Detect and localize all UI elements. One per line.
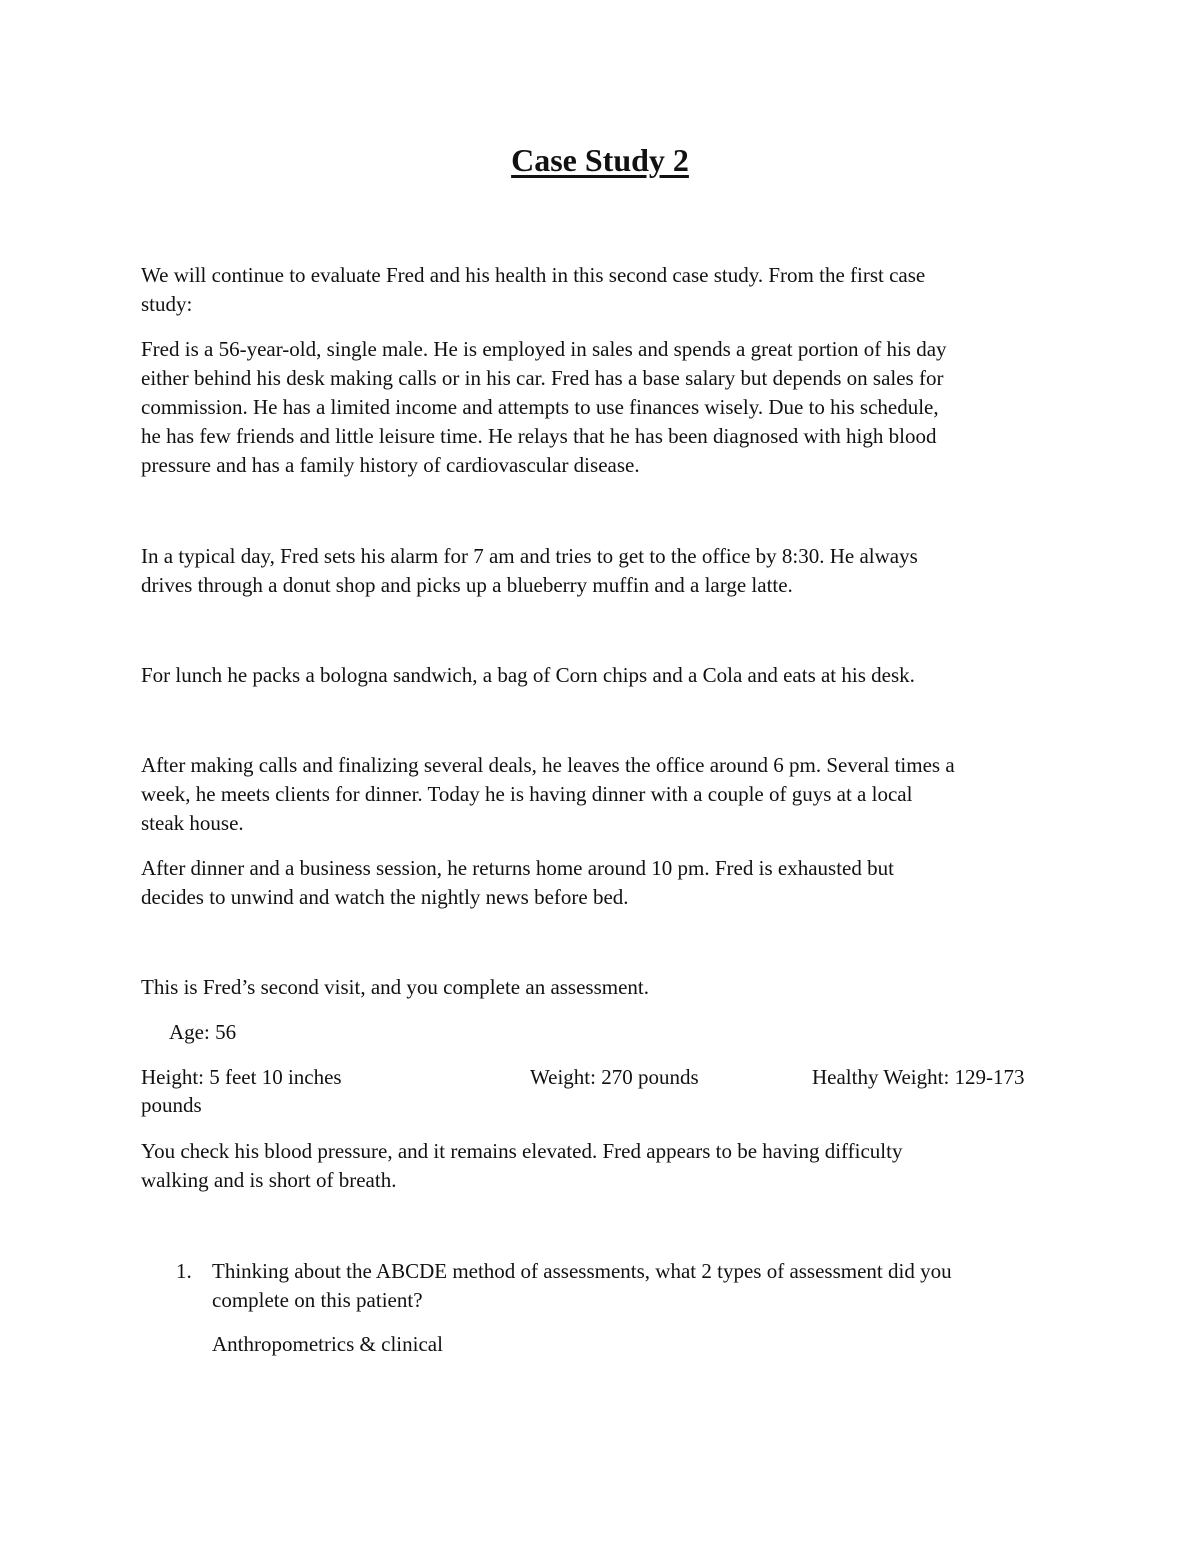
text-line: Fred is a 56-year-old, single male. He is employed in sales and spends a great portion of his day [141,337,947,361]
text-line: drives through a donut shop and picks up a blueberry muffin and a large latte. [141,573,793,597]
question-text: Thinking about the ABCDE method of assessments, what 2 types of assessment did you [212,1259,952,1283]
blood-pressure-paragraph [141,1137,902,1195]
night-paragraph [141,854,894,912]
page-title: Case Study 2 [511,142,689,178]
text-line: After dinner and a business session, he returns home around 10 pm. Fred is exhausted but [141,856,894,880]
healthy-weight-unit: pounds [141,1093,202,1117]
text-line: commission. He has a limited income and attempts to use finances wisely. Due to his schedule, [141,395,939,419]
weight-field: Weight: 270 pounds [530,1065,699,1089]
background-paragraph [141,335,947,480]
text-line: We will continue to evaluate Fred and his health in this second case study. From the first case [141,263,926,287]
question-answer: Anthropometrics & clinical [212,1332,443,1356]
question-text: complete on this patient? [212,1288,423,1312]
lunch-paragraph [141,661,915,690]
text-line: In a typical day, Fred sets his alarm for 7 am and tries to get to the office by 8:30. He always [141,544,918,568]
question-number: 1. [176,1259,192,1283]
morning-paragraph [141,542,918,600]
age-field: Age: 56 [169,1020,237,1044]
text-line: pressure and has a family history of cardiovascular disease. [141,453,640,477]
text-line: study: [141,292,193,316]
text-line: week, he meets clients for dinner. Today he is having dinner with a couple of guys at a local [141,782,913,806]
text-line: steak house. [141,811,244,835]
text-line: After making calls and finalizing several deals, he leaves the office around 6 pm. Several times a [141,753,955,777]
visit-paragraph [141,973,649,1002]
height-field: Height: 5 feet 10 inches [141,1065,342,1089]
text-line: either behind his desk making calls or in his car. Fred has a base salary but depends on sales for [141,366,944,390]
intro-paragraph [141,261,925,319]
text-line: he has few friends and little leisure time. He relays that he has been diagnosed with high blood [141,424,937,448]
text-line: walking and is short of breath. [141,1168,397,1192]
healthy-weight-field: Healthy Weight: 129-173 [812,1065,1025,1089]
evening-paragraph [141,751,955,838]
text-line: This is Fred’s second visit, and you complete an assessment. [141,975,650,999]
text-line: You check his blood pressure, and it remains elevated. Fred appears to be having difficulty [141,1139,903,1163]
text-line: For lunch he packs a bologna sandwich, a bag of Corn chips and a Cola and eats at his desk. [141,663,915,687]
text-line: decides to unwind and watch the nightly news before bed. [141,885,629,909]
